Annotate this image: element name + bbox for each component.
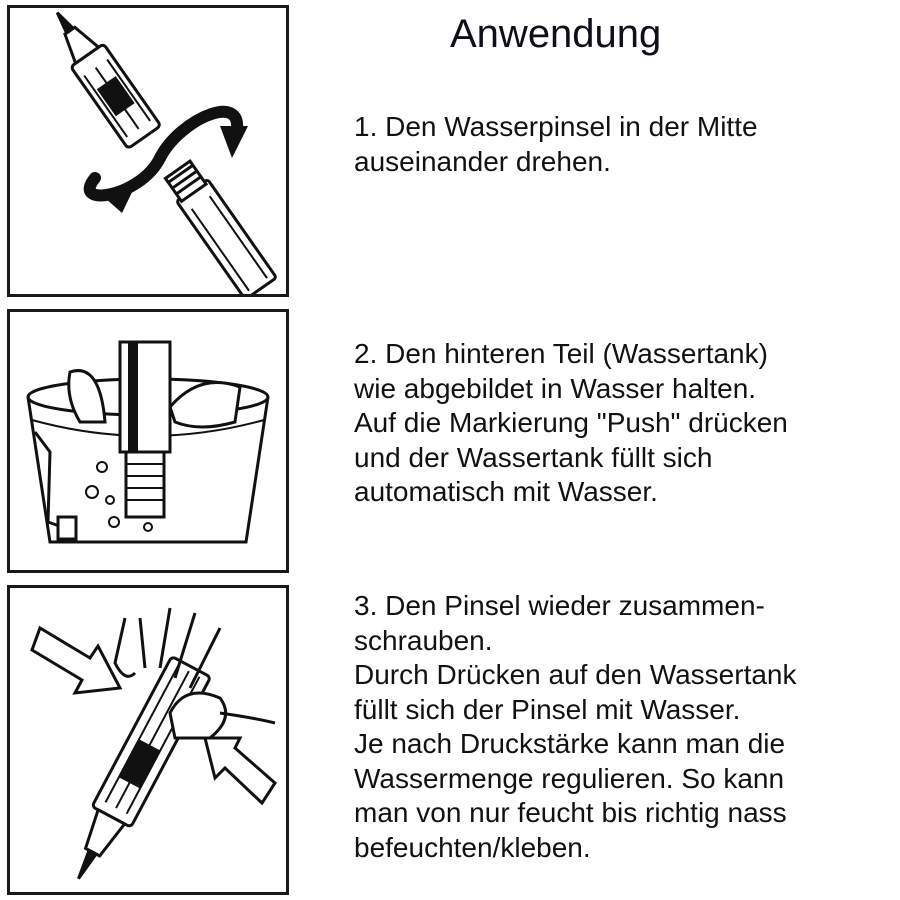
step-3-line-5: Je nach Druckstärke kann man die	[354, 728, 786, 759]
squeeze-brush-icon	[10, 588, 286, 892]
page-title: Anwendung	[450, 12, 662, 56]
step-2-illustration	[7, 309, 289, 573]
step-2-line-4: und der Wassertank füllt sich	[354, 441, 713, 473]
step-2-line-5: automatisch mit Wasser.	[354, 476, 658, 507]
fill-tank-in-water-icon	[10, 312, 286, 570]
step-3-line-6: Wassermenge regulieren. So kann	[354, 762, 785, 794]
unscrew-pen-icon	[10, 8, 286, 294]
step-2-line-1: 2. Den hinteren Teil (Wassertank)	[354, 338, 768, 369]
step-3-line-1: 3. Den Pinsel wieder zusammen-	[354, 590, 765, 621]
step-1-illustration	[7, 5, 289, 297]
step-2-line-3: Auf die Markierung "Push" drücken	[354, 407, 788, 438]
step-1-text	[354, 110, 894, 179]
step-2-text	[354, 337, 894, 510]
step-1-line-2: auseinander drehen.	[354, 145, 611, 177]
step-2-line-2: wie abgebildet in Wasser halten.	[354, 372, 757, 404]
step-3-text	[354, 589, 894, 865]
step-3-line-3: Durch Drücken auf den Wassertank	[354, 659, 797, 690]
step-3-line-8: befeuchten/kleben.	[354, 831, 591, 863]
step-1-line-1: 1. Den Wasserpinsel in der Mitte	[354, 111, 758, 142]
step-3-line-7: man von nur feucht bis richtig nass	[354, 797, 787, 828]
step-3-line-2: schrauben.	[354, 624, 493, 656]
step-3-illustration	[7, 585, 289, 895]
step-3-line-4: füllt sich der Pinsel mit Wasser.	[354, 693, 741, 725]
